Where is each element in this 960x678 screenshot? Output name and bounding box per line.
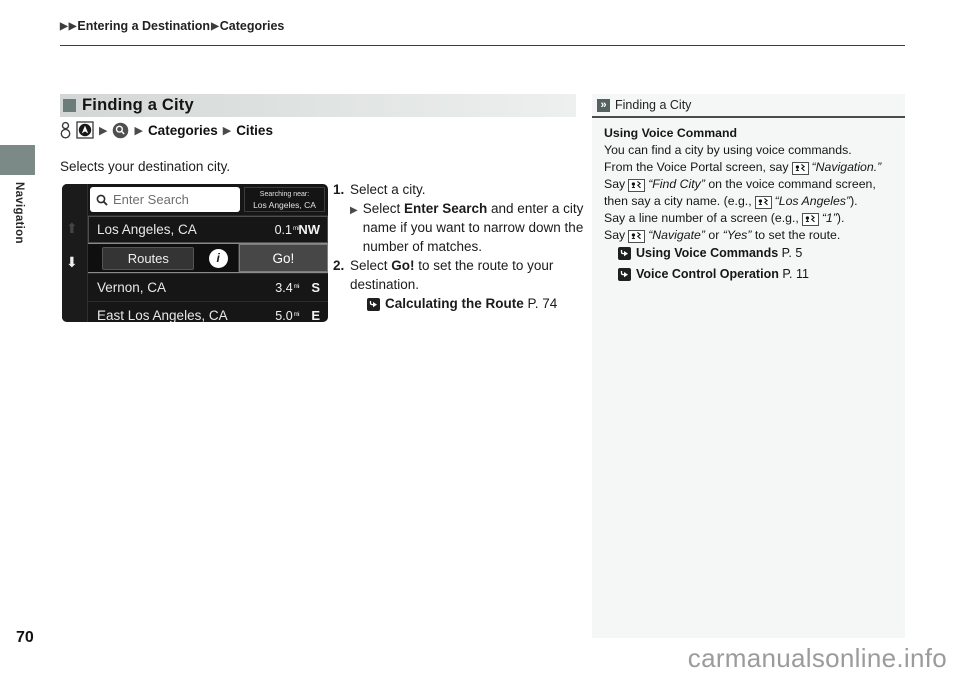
path-categories: Categories [147, 122, 218, 138]
side-info-content: Using Voice Command You can find a city by using voice commands. From the Voice Portal screen, say “Navigation.” Say “Find City” on the voice command screen, then say a city name. (e.g., “Los Angeles”). Say a line number of a screen (e.g., “1”). Say “Navigate” or “Yes” to set the route. Using Voice Commands P. 5 Voice Control Operation P. 11 [592, 118, 905, 286]
scroll-down-icon[interactable]: ⬇ [66, 254, 78, 270]
reference-arrow-icon [618, 247, 631, 265]
breadcrumb-arrow-icon: ▶ [68, 20, 77, 32]
step-2: 2. Select Go! to set the route to your destination. [333, 256, 588, 294]
path-cities: Cities [236, 122, 273, 138]
where-to-search-icon [112, 122, 129, 139]
reference-arrow-icon [367, 297, 380, 316]
result-distance: 3.4 mi S [275, 280, 320, 295]
section-header [60, 94, 576, 117]
result-city: East Los Angeles, CA [97, 308, 228, 322]
result-city: Vernon, CA [97, 280, 167, 295]
voice-command-icon [628, 230, 645, 243]
path-arrow-icon: ▶ [134, 124, 143, 137]
voice-command-icon [792, 162, 809, 175]
go-button[interactable]: Go! [239, 244, 328, 272]
page-number: 70 [16, 629, 34, 646]
step-1: 1. Select a city. [333, 182, 426, 197]
result-city: Los Angeles, CA [97, 222, 197, 237]
scrollbar[interactable] [62, 184, 87, 322]
result-distance: 5.0 mi E [275, 308, 320, 322]
distance-unit: mi [293, 312, 299, 318]
result-row[interactable] [88, 273, 328, 301]
info-button[interactable]: i [209, 249, 228, 268]
voice-command-icon [802, 213, 819, 226]
result-row[interactable] [88, 301, 328, 322]
device-search-input[interactable] [90, 187, 240, 212]
searching-near-label: Searching near: [259, 190, 310, 198]
step-1-subnote: ▶ Select Enter Search and enter a city name if you want to narrow down the number of matches. [350, 201, 584, 254]
instruction-steps [333, 180, 588, 316]
breadcrumb [60, 19, 284, 33]
search-placeholder: Enter Search [113, 192, 189, 207]
reference-arrow-icon [618, 268, 631, 286]
cross-reference-link[interactable]: Voice Control Operation P. 11 [618, 266, 897, 286]
voice-command-icon [755, 196, 772, 209]
search-row [88, 184, 328, 215]
scroll-up-icon[interactable]: ⬆ [66, 220, 78, 236]
bullet-arrow-icon: ▶ [350, 205, 358, 216]
distance-unit: mi [292, 226, 299, 232]
distance-unit: mi [293, 284, 299, 290]
header-rule [60, 45, 905, 46]
device-screen [87, 184, 328, 322]
searching-near-box [244, 187, 325, 212]
magnifier-icon [96, 194, 108, 206]
result-row[interactable] [88, 215, 328, 243]
cross-reference-link[interactable]: Using Voice Commands P. 5 [618, 245, 897, 265]
section-description: Selects your destination city. [60, 159, 231, 174]
path-arrow-icon: ▶ [99, 124, 108, 137]
section-title: Finding a City [82, 96, 194, 114]
menu-path [60, 120, 273, 140]
searching-near-value: Los Angeles, CA [253, 199, 316, 210]
breadcrumb-arrow-icon: ▶ [60, 20, 68, 32]
step-2-text: Select Go! to set the route to your destination. [350, 258, 554, 292]
double-chevron-icon: » [597, 99, 610, 112]
nav-system-screenshot [62, 184, 328, 322]
side-info-box [592, 94, 905, 638]
chapter-tab-label: Navigation [13, 182, 25, 244]
section-square-icon [63, 99, 76, 112]
step-1-text: Select a city. [350, 182, 426, 197]
voice-command-icon [628, 179, 645, 192]
side-info-title: Finding a City [615, 98, 692, 112]
breadcrumb-section: Entering a Destination [77, 19, 211, 33]
path-arrow-icon: ▶ [222, 124, 232, 137]
routes-button[interactable]: Routes [102, 247, 194, 270]
breadcrumb-arrow-icon: ▶ [211, 20, 219, 32]
breadcrumb-subsection: Categories [219, 19, 285, 33]
watermark: carmanualsonline.info [687, 643, 947, 673]
result-distance: 0.1 mi NW [274, 222, 320, 237]
cross-reference-link[interactable]: Calculating the Route P. 74 [367, 294, 588, 316]
side-info-header [592, 94, 905, 118]
result-actions-row [88, 243, 328, 273]
voice-command-subtitle: Using Voice Command [604, 126, 738, 140]
nav-app-icon [76, 121, 94, 139]
selector-knob-icon [60, 121, 71, 140]
chapter-tab [0, 145, 35, 175]
